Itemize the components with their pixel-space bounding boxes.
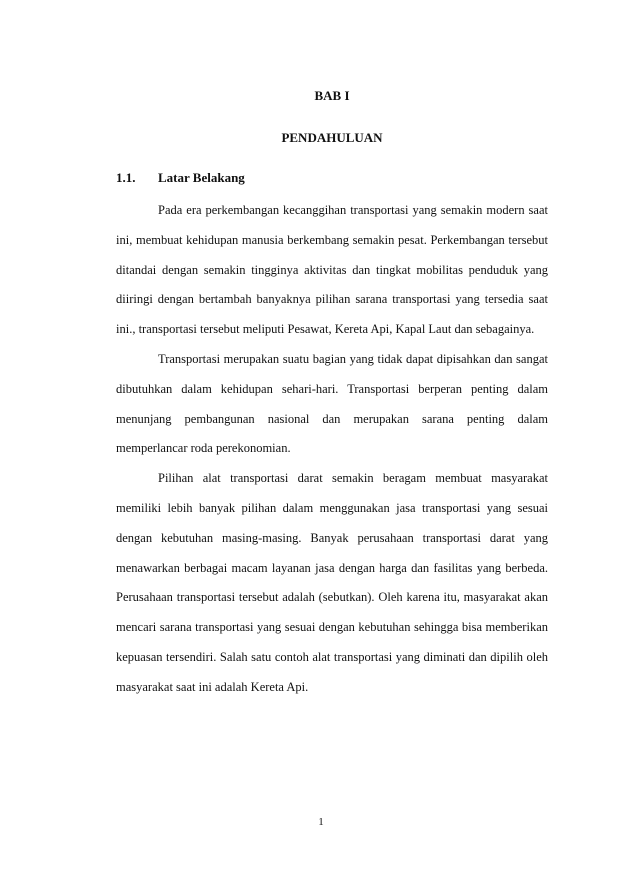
body-text [116, 196, 548, 703]
paragraph: Transportasi merupakan suatu bagian yang tidak dapat dipisahkan dan sangat dibutuhkan dalam kehidupan sehari-hari. Transportasi berperan penting dalam menunjang pembangunan nasional dan merupakan sarana penting dalam memperlancar roda perekonomian. [116, 351, 548, 456]
chapter-title: PENDAHULUAN [281, 130, 383, 145]
section-number: 1.1. [116, 170, 136, 185]
page-number: 1 [318, 816, 324, 828]
section-title: Latar Belakang [158, 170, 245, 185]
paragraph: Pada era perkembangan kecanggihan transportasi yang semakin modern saat ini, membuat kehidupan manusia berkembang semakin pesat. Perkembangan tersebut ditandai dengan semakin tingginya aktivitas dan tingkat mobilitas penduduk yang diiringi dengan bertambah banyaknya pilihan sarana transportasi yang tersedia saat ini., transportasi tersebut meliputi Pesawat, Kereta Api, Kapal Laut dan sebagainya. [116, 203, 548, 337]
chapter-heading: BAB I [314, 88, 350, 103]
section-heading [116, 170, 245, 186]
paragraph: Pilihan alat transportasi darat semakin beragam membuat masyarakat memiliki lebih banyak pilihan dalam menggunakan jasa transportasi yang sesuai dengan kebutuhan masing-masing. Banyak perusahaan transportasi darat yang menawarkan berbagai macam layanan jasa dengan harga dan fasilitas yang berbeda. Perusahaan transportasi tersebut adalah (sebutkan). Oleh karena itu, masyarakat akan mencari sarana transportasi yang sesuai dengan kebutuhan sehingga bisa memberikan kepuasan tersendiri. Salah satu contoh alat transportasi yang diminati dan dipilih oleh masyarakat saat ini adalah Kereta Api. [116, 471, 548, 694]
